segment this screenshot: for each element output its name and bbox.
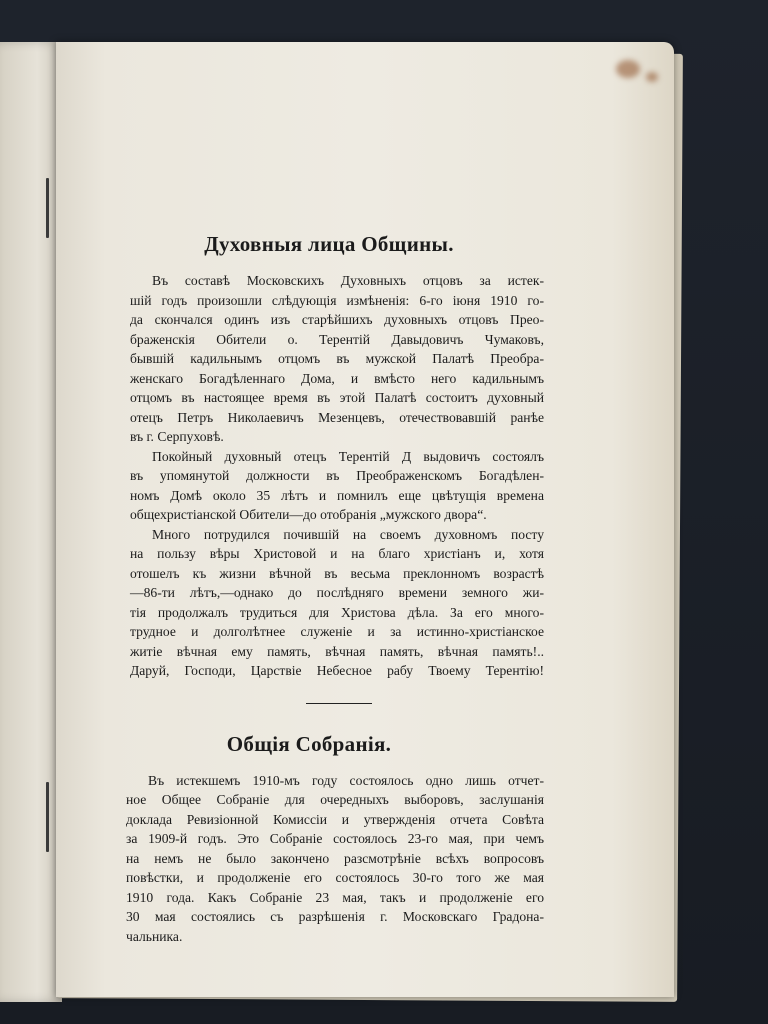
binding-stitch xyxy=(46,782,49,852)
text-line: 30 мая состоялись съ разрѣшенія г. Московскаго Градона- xyxy=(126,909,544,924)
text-line: номъ Домѣ около 35 лѣтъ и помнилъ еще цвѣтущія времена xyxy=(130,487,544,503)
text-line: Въ составѣ Московскихъ Духовныхъ отцовъ за истек- xyxy=(152,273,544,288)
left-page-edge xyxy=(0,42,62,1002)
section-title-meetings: Общія Собранія. xyxy=(226,731,392,756)
page-stain xyxy=(616,60,640,78)
text-line: доклада Ревизіонной Комиссіи и утвержденія отчета Совѣта xyxy=(126,811,544,827)
text-line: трудное и долголѣтнее служеніе и за истинно-христіанское xyxy=(130,624,544,639)
text-line: Много потрудился почившій на своемъ духовномъ посту xyxy=(152,526,544,542)
text-line: —86-ти лѣтъ,—однако до послѣдняго времени земного жи- xyxy=(130,585,544,600)
text-line: на пользу вѣры Христовой и на благо христіанъ и, хотя xyxy=(130,546,544,561)
text-line: браженскія Обители о. Терентій Давыдовичъ Чумаковъ, xyxy=(130,331,544,347)
text-line: за 1909-й годъ. Это Собраніе состоялось 23-го мая, при чемъ xyxy=(126,831,544,846)
text-line: тія продолжалъ трудиться для Христова дѣла. За его много- xyxy=(130,604,544,620)
text-line: да скончался одинъ изъ старѣйшихъ духовныхъ отцовъ Прео- xyxy=(130,312,544,327)
text-line: 1910 года. Какъ Собраніе 23 мая, такъ и продолженіе его xyxy=(126,889,544,905)
text-line: отошелъ къ жизни вѣчной въ весьма преклонномъ возрастѣ xyxy=(130,565,544,581)
text-line: Покойный духовный отецъ Терентій Д выдовичъ состоялъ xyxy=(152,448,544,464)
text-line: общехристіанской Обители—до отобранія „мужского двора“. xyxy=(130,507,487,522)
text-line: въ г. Серпуховѣ. xyxy=(130,429,224,444)
text-line: чальника. xyxy=(126,928,183,944)
page-stain xyxy=(646,72,658,82)
binding-stitch xyxy=(46,178,49,238)
text-line: Въ истекшемъ 1910-мъ году состоялось одно лишь отчет- xyxy=(148,772,544,788)
text-line: бывшій кадильнымъ отцомъ въ мужской Палатѣ Преобра- xyxy=(130,351,544,366)
text-line: отецъ Петръ Николаевичъ Мезенцевъ, отечествовавшій ранѣе xyxy=(130,409,544,425)
text-line: на немъ не было закончено разсмотрѣніе всѣхъ вопросовъ xyxy=(126,850,544,866)
text-line: ное Общее Собраніе для очередныхъ выборовъ, заслушанія xyxy=(126,792,544,807)
text-line: отцомъ въ настоящее время въ этой Палатѣ состоитъ духовный xyxy=(130,390,544,405)
section-title-clergy: Духовныя лица Общины. xyxy=(204,232,454,256)
text-line: повѣстки, и продолженіе его состоялось 30-го того же мая xyxy=(126,870,544,885)
text-line: житіе вѣчная ему память, вѣчная память, вѣчная память!.. xyxy=(130,643,544,659)
text-line: шій годъ произошли слѣдующія измѣненія: 6-го іюня 1910 го- xyxy=(130,292,544,308)
text-line: Даруй, Господи, Царствіе Небесное рабу Твоему Терентію! xyxy=(130,663,544,678)
section-body-clergy xyxy=(130,271,544,681)
text-line: женскаго Богадѣленнаго Дома, и вмѣсто него кадильнымъ xyxy=(130,370,544,386)
section-body-meetings xyxy=(126,771,544,947)
section-divider xyxy=(306,703,372,704)
text-line: въ упомянутой должности въ Преображенскомъ Богадѣлен- xyxy=(130,468,544,483)
page-text xyxy=(74,232,544,946)
